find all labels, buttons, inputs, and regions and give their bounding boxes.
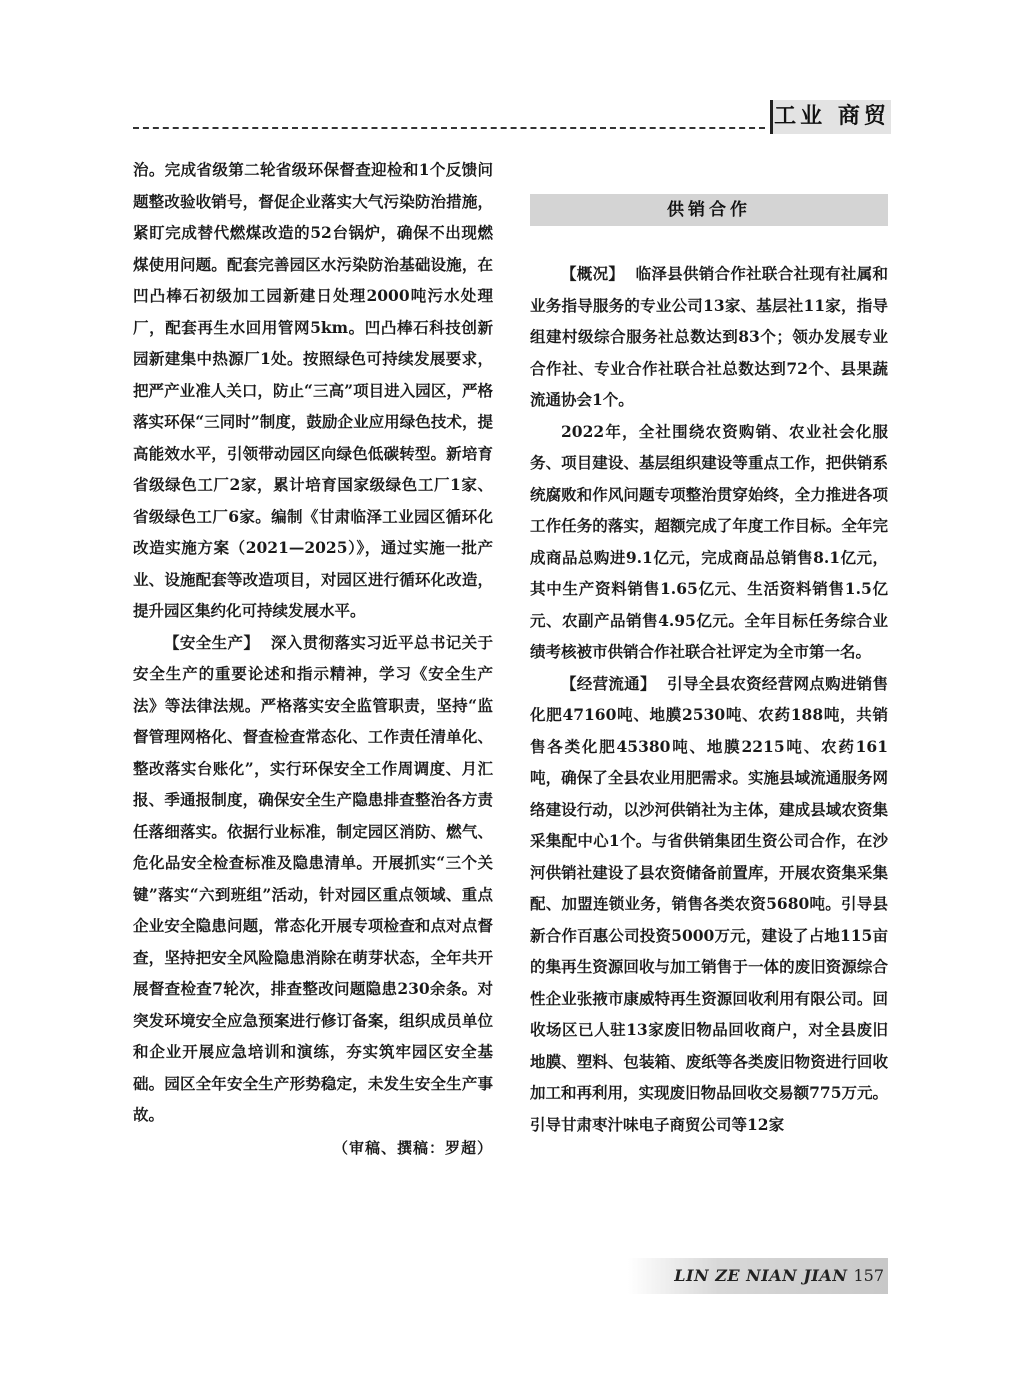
overview-text: 临泽县供销合作社联合社现有社属和业务指导服务的专业公司13家、基层社11家，指导组建村级综合服务社总数达到83个；领办发展专业合作社、专业合作社联合社总数达到72个、县果蔬流通协会1个。 [530,264,888,409]
paragraph-year-summary: 2022年，全社围绕农资购销、农业社会化服务、项目建设、基层组织建设等重点工作，把供销系统腐败和作风问题专项整治贯穿始终，全力推进各项工作任务的落实，超额完成了年度工作目标。全年完成商品总购进9.1亿元，完成商品总销售8.1亿元，其中生产资料销售1.65亿元、生活资料销售1.5亿元、农副产品销售4.95亿元。全年目标任务综合业绩考核被市供销合作社联合社评定为全市第一名。 [530,421,888,661]
paragraph-business [530,668,888,1141]
author-credit: （审稿、撰稿：罗超） [332,1138,493,1157]
keyword-business: 【经营流通】 [561,673,656,693]
page-number: 157 [853,1266,884,1285]
keyword-safety: 【安全生产】 [164,632,260,652]
section-tag: 工业 商贸 [770,100,891,134]
paragraph-safety [133,627,493,1131]
section-banner: 供销合作 [530,194,888,226]
paragraph-environment: 治。完成省级第二轮省级环保督查迎检和1个反馈问题整改验收销号，督促企业落实大气污染防治措施，紧盯完成替代燃煤改造的52台锅炉，确保不出现燃煤使用问题。配套完善园区水污染防治基础设施，在凹凸棒石初级加工园新建日处理2000吨污水处理厂，配套再生水回用管网5km。凹凸棒石科技创新园新建集中热源厂1处。按照绿色可持续发展要求，把严产业准人关口，防止“三高”项目进入园区，严格落实环保“三同时”制度，鼓励企业应用绿色技术，提高能效水平，引领带动园区向绿色低碳转型。新培育省级绿色工厂2家，累计培育国家级绿色工厂1家、省级绿色工厂6家。编制《甘肃临泽工业园区循环化改造实施方案（2021—2025）》，通过实施一批产业、设施配套等改造项目，对园区进行循环化改造，提升园区集约化可持续发展水平。 [133,160,493,620]
paragraph-overview [530,258,888,416]
business-text: 引导全县农资经营网点购进销售化肥47160吨、地膜2530吨、农药188吨，共销售各类化肥45380吨、地膜2215吨、农药161吨，确保了全县农业用肥需求。实施县域流通服务网络建设行动，以沙河供销社为主体，建成县域农资集采集配中心1个。与省供销集团生资公司合作，在沙河供销社建设了县农资储备前置库，开展农资集采集配、加盟连锁业务，销售各类农资5680吨。引导县新合作百惠公司投资5000万元，建设了占地115亩的集再生资源回收与加工销售于一体的废旧资源综合性企业张掖市康威特再生资源回收利用有限公司。回收场区已人驻13家废旧物品回收商户，对全县废旧地膜、塑料、包装箱、废纸等各类废旧物资进行回收加工和再利用，实现废旧物品回收交易额775万元。引导甘肃枣汁味电子商贸公司等12家 [530,673,888,1134]
header-dashed-rule [133,127,765,129]
left-column [133,154,493,1164]
keyword-overview: 【概况】 [561,264,625,283]
safety-text: 深入贯彻落实习近平总书记关于安全生产的重要论述和指示精神，学习《安全生产法》等法律法规。严格落实安全监管职责，坚持“监督管理网格化、督查检查常态化、工作责任清单化、整改落实台账化”，实行环保安全工作周调度、月汇报、季通报制度，确保安全生产隐患排查整治各方责任落细落实。依据行业标准，制定园区消防、燃气、危化品安全检查标准及隐患清单。开展抓实“三个关键”落实“六到班组”活动，针对园区重点领域、重点企业安全隐患问题，常态化开展专项检查和点对点督查，坚持把安全风险隐患消除在萌芽状态，全年共开展督查检查7轮次，排查整改问题隐患230余条。对突发环境安全应急预案进行修订备案，组织成员单位和企业开展应急培训和演练，夯实筑牢园区安全基础。园区全年安全生产形势稳定，未发生安全生产事故。 [133,632,493,1124]
page-footer [628,1258,888,1294]
right-column [530,258,888,1140]
journal-title: LIN ZE NIAN JIAN [674,1266,848,1285]
